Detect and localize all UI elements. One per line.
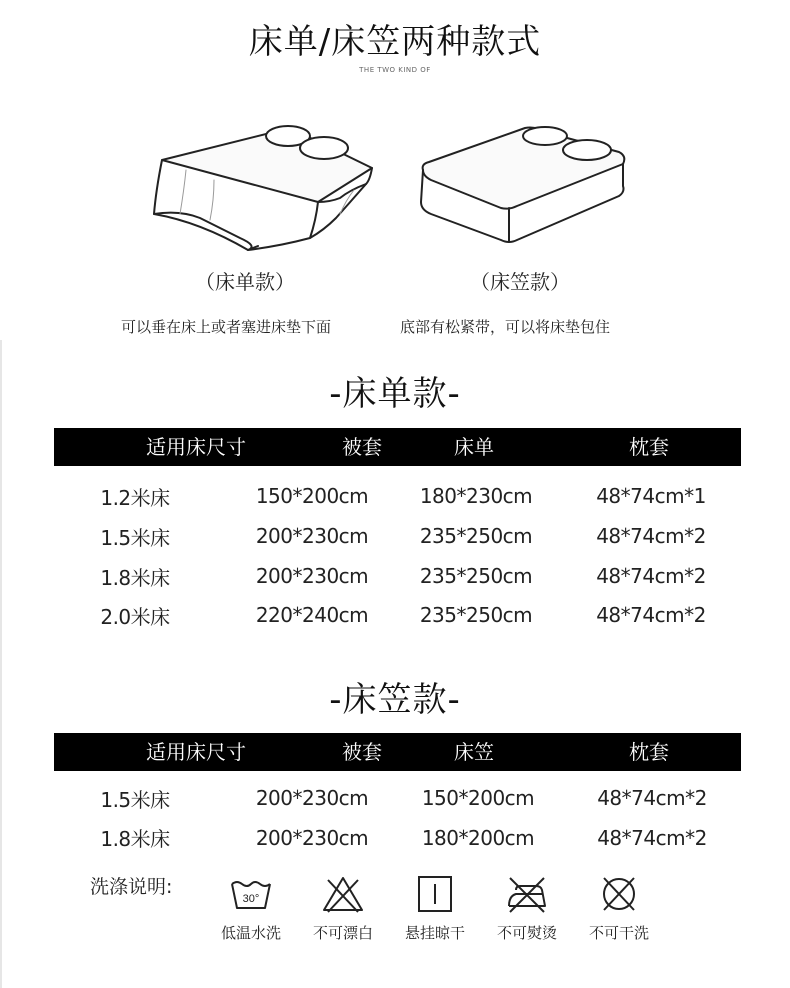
table-cell: 1.5米床 [100,526,170,550]
table-cell: 48*74cm*2 [597,826,707,850]
table-cell: 235*250cm [419,524,533,548]
sheet-header-size: 适用床尺寸 [146,435,246,459]
no-bleach-label: 不可漂白 [312,924,373,942]
table-cell: 235*250cm [419,564,533,588]
no-dry-clean-label: 不可干洗 [588,924,649,942]
hang-dry-label: 悬挂晾干 [404,924,465,942]
table-cell: 150*200cm [255,484,369,508]
table-cell: 235*250cm [419,603,533,627]
sheet-header-duvet: 被套 [342,435,382,459]
table-cell: 48*74cm*1 [596,484,706,508]
sheet-header-sheet: 床单 [454,435,494,459]
table-cell: 1.2米床 [100,486,170,510]
left-edge-line [0,340,2,988]
page-subtitle: THE TWO KIND OF [359,66,431,74]
hang-dry-icon [412,874,458,914]
table-cell: 48*74cm*2 [597,786,707,810]
table-cell: 180*200cm [421,826,535,850]
table-cell: 2.0米床 [100,605,170,629]
no-bleach-icon [320,874,366,914]
wash-30-icon [228,874,274,914]
sheet-section-title: -床单款- [329,374,461,414]
sheet-header-pillowcase: 枕套 [629,435,669,459]
washing-title: 洗涤说明: [90,876,173,898]
fitted-sheet-description: 底部有松紧带，可以将床垫包住 [400,318,611,336]
table-cell: 48*74cm*2 [596,524,706,548]
fitted-header-duvet: 被套 [342,740,382,764]
fitted-header-size: 适用床尺寸 [146,740,246,764]
wash-30-label: 低温水洗 [220,924,281,942]
svg-text:30°: 30° [242,893,260,905]
table-cell: 200*230cm [255,564,369,588]
table-cell: 180*230cm [419,484,533,508]
fitted-header-pillowcase: 枕套 [629,740,669,764]
table-cell: 200*230cm [255,524,369,548]
flat-sheet-label: （床单款） [195,270,295,294]
fitted-sheet-label: （床笠款） [470,270,570,294]
table-cell: 1.8米床 [100,566,170,590]
table-cell: 1.8米床 [100,827,170,851]
table-cell: 48*74cm*2 [596,603,706,627]
fitted-sheet-illustration [405,110,635,260]
flat-sheet-illustration [140,110,390,260]
flat-sheet-description: 可以垂在床上或者塞进床垫下面 [121,318,332,336]
no-dry-clean-icon [596,874,642,914]
table-cell: 1.5米床 [100,788,170,812]
fitted-header-fitted: 床笠 [454,740,494,764]
page-title: 床单/床笠两种款式 [248,22,542,62]
fitted-section-title: -床笠款- [329,680,461,720]
table-cell: 220*240cm [255,603,369,627]
table-cell: 150*200cm [421,786,535,810]
fitted-table-header [54,733,741,771]
sheet-table-header [54,428,741,466]
no-iron-icon [504,874,550,914]
table-cell: 200*230cm [255,786,369,810]
table-cell: 48*74cm*2 [596,564,706,588]
no-iron-label: 不可熨烫 [496,924,557,942]
table-cell: 200*230cm [255,826,369,850]
